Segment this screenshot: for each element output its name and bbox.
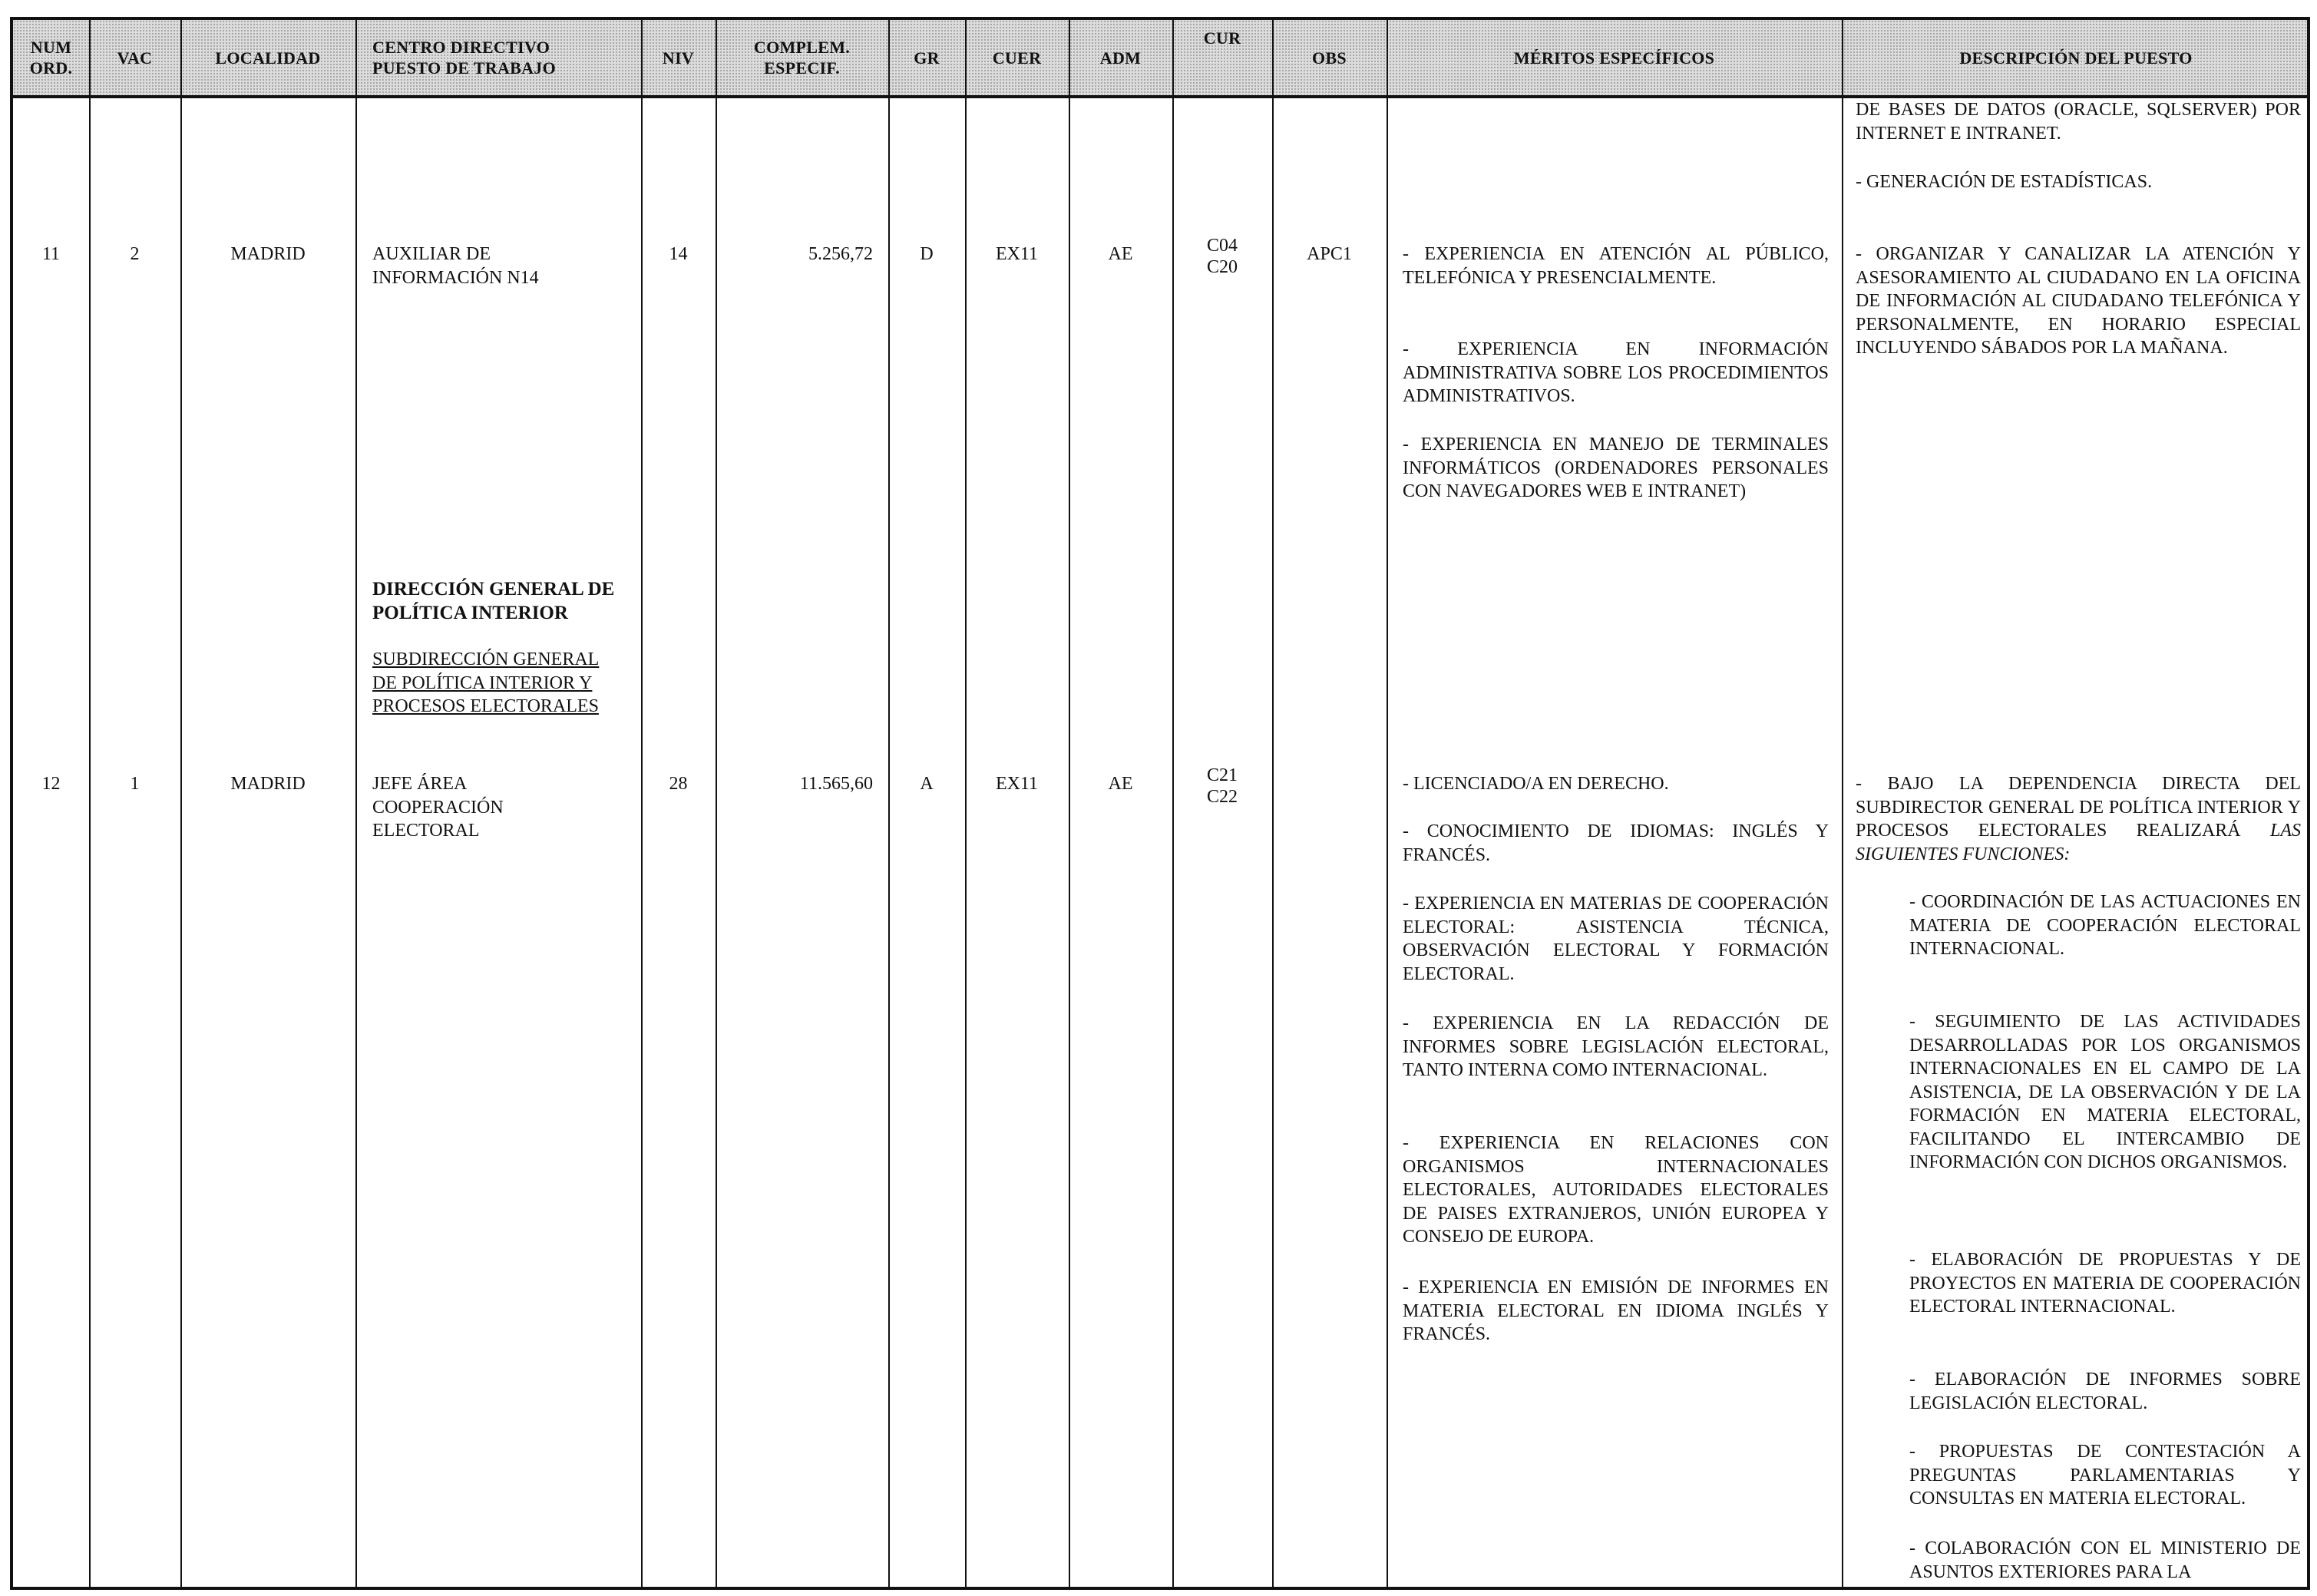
header-vac: VAC (117, 48, 153, 68)
row-niv: 14 (669, 244, 688, 264)
row-niv: 28 (669, 774, 688, 794)
description-stats: - GENERACIÓN DE ESTADÍSTICAS. (1856, 172, 2153, 192)
merit-item: - LICENCIADO/A EN DERECHO. (1403, 774, 1669, 794)
description-intro-italic: LAS SIGUIENTES FUNCIONES: (1856, 821, 2302, 864)
row-adm: AE (1108, 774, 1133, 794)
header-cuer: CUER (992, 48, 1042, 68)
row-num: 11 (41, 244, 61, 264)
header-niv: NIV (662, 48, 695, 68)
row-num: 12 (41, 774, 61, 794)
merit-item: - CONOCIMIENTO DE IDIOMAS: INGLÉS Y FRANCÉS. (1403, 821, 1829, 865)
description-carryover: DE BASES DE DATOS (ORACLE, SQLSERVER) POR INTERNET E INTRANET. (1856, 100, 2301, 144)
description-text: - ORGANIZAR Y CANALIZAR LA ATENCIÓN Y ASESORAMIENTO AL CIUDADANO EN LA OFICINA DE INFORMACIÓN AL CIUDADANO TELEFÓNICA Y PERSONALMENTE, EN HORARIO ESPECIAL INCLUYENDO SÁBADOS POR LA MAÑANA. (1856, 244, 2301, 358)
row-cur (1172, 235, 1272, 278)
row-cuer: EX11 (995, 244, 1039, 264)
row-vac: 1 (130, 774, 140, 794)
row-puesto: JEFE ÁREA COOPERACIÓN ELECTORAL (372, 774, 504, 841)
header-descripcion-puesto: DESCRIPCIÓN DEL PUESTO (1959, 48, 2193, 68)
merit-item: - EXPERIENCIA EN EMISIÓN DE INFORMES EN MATERIA ELECTORAL EN IDIOMA INGLÉS Y FRANCÉS. (1403, 1277, 1829, 1344)
row-puesto: AUXILIAR DE INFORMACIÓN N14 (372, 244, 539, 288)
description-intro-text: - BAJO LA DEPENDENCIA DIRECTA DEL SUBDIRECTOR GENERAL DE POLÍTICA INTERIOR Y PROCESOS ELECTORALES REALIZARÁ (1856, 774, 2301, 841)
cur-code: C20 (1206, 257, 1238, 277)
column-divider (1842, 20, 1843, 1587)
cur-code: C22 (1206, 787, 1238, 807)
function-item: - PROPUESTAS DE CONTESTACIÓN A PREGUNTAS PARLAMENTARIAS Y CONSULTAS EN MATERIA ELECTORAL. (1909, 1442, 2301, 1508)
header-centro-directivo: CENTRO DIRECTIVO PUESTO DE TRABAJO (372, 38, 557, 78)
row-localidad: MADRID (230, 774, 306, 794)
row-cuer: EX11 (995, 774, 1039, 794)
merit-item: - EXPERIENCIA EN MATERIAS DE COOPERACIÓN ELECTORAL: ASISTENCIA TÉCNICA, OBSERVACIÓN ELECTORAL Y FORMACIÓN ELECTORAL. (1403, 894, 1829, 984)
function-item: - ELABORACIÓN DE INFORMES SOBRE LEGISLACIÓN ELECTORAL. (1909, 1370, 2301, 1413)
header-complem-especif: COMPLEM. ESPECIF. (753, 38, 851, 78)
positions-table (10, 17, 2310, 1590)
column-divider (1387, 20, 1388, 1587)
row-vac: 2 (130, 244, 140, 264)
column-divider (355, 20, 357, 1587)
direccion-general-heading: DIRECCIÓN GENERAL DE POLÍTICA INTERIOR (372, 579, 615, 623)
header-localidad: LOCALIDAD (215, 48, 321, 68)
header-meritos-especificos: MÉRITOS ESPECÍFICOS (1513, 48, 1715, 68)
cur-code: C21 (1206, 765, 1238, 785)
merit-item: - EXPERIENCIA EN LA REDACCIÓN DE INFORMES SOBRE LEGISLACIÓN ELECTORAL, TANTO INTERNA COMO INTERNACIONAL. (1403, 1013, 1829, 1080)
header-cur: CUR (1203, 28, 1241, 48)
function-item: - COORDINACIÓN DE LAS ACTUACIONES EN MATERIA DE COOPERACIÓN ELECTORAL INTERNACIONAL. (1909, 892, 2301, 959)
merit-item: - EXPERIENCIA EN INFORMACIÓN ADMINISTRATIVA SOBRE LOS PROCEDIMIENTOS ADMINISTRATIVOS. (1403, 339, 1829, 406)
merit-item: - EXPERIENCIA EN MANEJO DE TERMINALES INFORMÁTICOS (ORDENADORES PERSONALES CON NAVEGADORES WEB E INTRANET) (1403, 435, 1829, 501)
function-item: - COLABORACIÓN CON EL MINISTERIO DE ASUNTOS EXTERIORES PARA LA (1909, 1538, 2301, 1582)
function-item: - SEGUIMIENTO DE LAS ACTIVIDADES DESARROLLADAS POR LOS ORGANISMOS INTERNACIONALES EN EL CAMPO DE LA ASISTENCIA, DE LA OBSERVACIÓN Y DE LA FORMACIÓN EN MATERIA ELECTORAL, FACILITANDO EL INTERCAMBIO DE INFORMACIÓN CON DICHOS ORGANISMOS. (1909, 1012, 2301, 1172)
header-gr: GR (914, 48, 940, 68)
description-intro (1856, 772, 2301, 866)
row-adm: AE (1108, 244, 1133, 264)
header-obs: OBS (1312, 48, 1347, 68)
row-complem: 5.256,72 (808, 244, 873, 264)
function-item: - ELABORACIÓN DE PROPUESTAS Y DE PROYECTOS EN MATERIA DE COOPERACIÓN ELECTORAL INTERNACIONAL. (1909, 1250, 2301, 1317)
row-complem: 11.565,60 (799, 774, 873, 794)
header-adm: ADM (1099, 48, 1142, 68)
row-gr: D (920, 244, 934, 264)
row-gr: A (920, 774, 934, 794)
merit-item: - EXPERIENCIA EN RELACIONES CON ORGANISMOS INTERNACIONALES ELECTORALES, AUTORIDADES ELECTORALES DE PAISES EXTRANJEROS, UNIÓN EUROPEA Y CONSEJO DE EUROPA. (1403, 1133, 1829, 1247)
merit-item: - EXPERIENCIA EN ATENCIÓN AL PÚBLICO, TELEFÓNICA Y PRESENCIALMENTE. (1403, 244, 1829, 288)
cur-code: C04 (1206, 236, 1238, 256)
row-cur (1172, 765, 1272, 808)
row-localidad: MADRID (230, 244, 306, 264)
header-num-ord: NUM ORD. (29, 38, 73, 78)
row-obs: APC1 (1307, 244, 1352, 264)
subdireccion-heading: SUBDIRECCIÓN GENERAL DE POLÍTICA INTERIOR Y PROCESOS ELECTORALES (372, 649, 600, 716)
